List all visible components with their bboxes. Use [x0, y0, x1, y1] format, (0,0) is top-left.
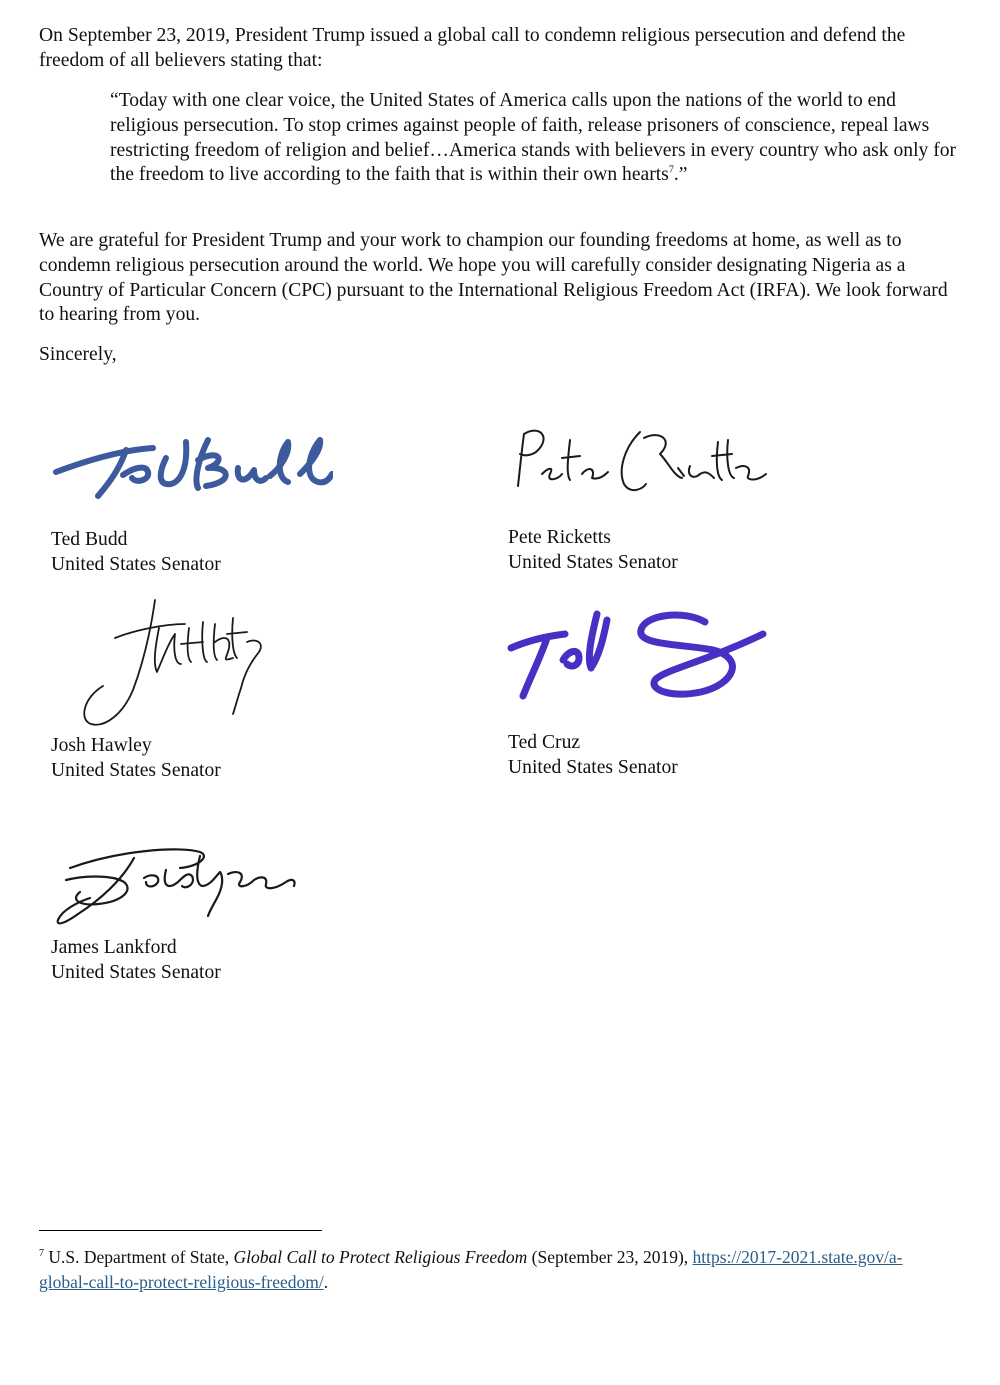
footnote-title: Global Call to Protect Religious Freedom: [233, 1247, 528, 1267]
ted-cruz-signature: [505, 600, 770, 705]
quote-text: “Today with one clear voice, the United States of America calls upon the nations of the world to end religious persecution. To stop crimes against people of faith, release prisoners of conscience, repeal laws restricting freedom of religion and belief…America stands with believers in every country who ask only for the freedom to live according to the faith that is within their own hearts: [110, 90, 957, 186]
body-paragraph: We are grateful for President Trump and your work to champion our founding freedoms at home, as well as to condemn religious persecution around the world. We hope you will carefully consider designating Nigeria as a Country of Particular Concern (CPC) pursuant to the International Religious Freedom Act (IRFA). We look forward to hearing from you.: [39, 230, 948, 326]
signatory-name: Pete Ricketts: [508, 527, 611, 548]
footnote-suffix: (September 23, 2019),: [527, 1247, 693, 1267]
footnote-prefix: U.S. Department of State,: [48, 1247, 234, 1267]
signatory-title: United States Senator: [51, 962, 221, 983]
signatory-title: United States Senator: [51, 760, 221, 781]
closing: Sincerely,: [39, 344, 117, 365]
footnote-number: 7: [39, 1248, 44, 1260]
footnote-reference: 7: [668, 164, 674, 176]
signatory-title: United States Senator: [508, 757, 678, 778]
signatory-name: James Lankford: [51, 937, 177, 958]
footnote-end: .: [323, 1271, 329, 1292]
josh-hawley-signature: [75, 598, 275, 728]
footnote: [39, 1245, 939, 1294]
signatory-title: United States Senator: [508, 552, 678, 573]
footnote-divider: [39, 1230, 322, 1231]
signatory-name: Ted Cruz: [508, 732, 581, 753]
intro-paragraph: On September 23, 2019, President Trump issued a global call to condemn religious persecution and defend the freedom of all believers stating that:: [39, 25, 906, 71]
signatory-name: Josh Hawley: [51, 735, 152, 756]
pete-ricketts-signature: [500, 418, 770, 503]
signatory-title: United States Senator: [51, 554, 221, 575]
signatory-name: Ted Budd: [51, 529, 128, 550]
quote-block: [110, 89, 960, 188]
quote-end: .”: [673, 164, 688, 186]
james-lankford-signature: [50, 836, 300, 931]
ted-budd-signature: [48, 420, 333, 505]
footnote-link[interactable]: https://2017-2021.state.gov/a-global-call-to-protect-religious-freedom/: [39, 1247, 903, 1292]
